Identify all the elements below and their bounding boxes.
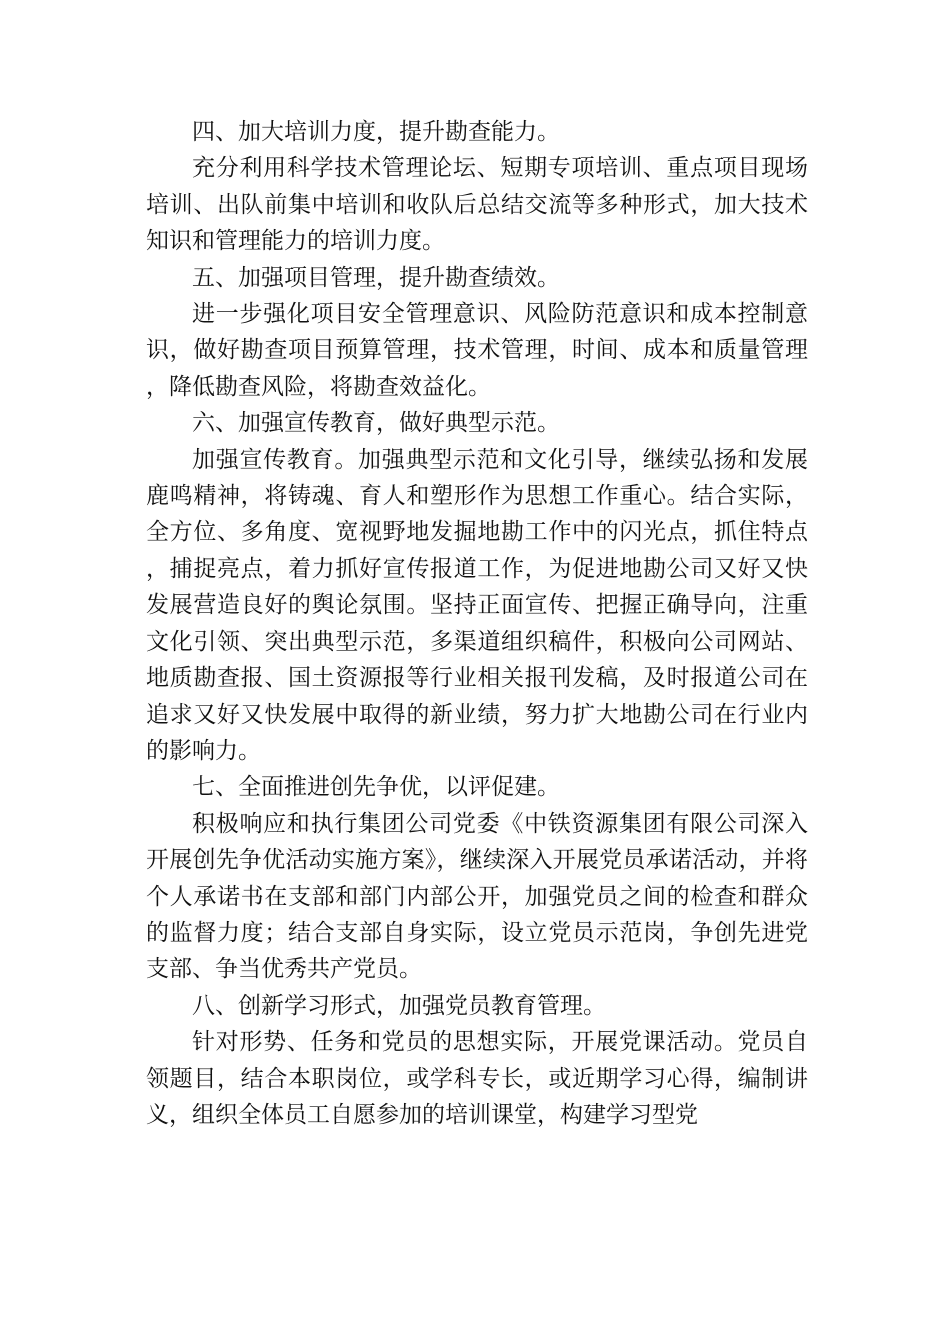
heading-training: 四、加大培训力度，提升勘查能力。 bbox=[192, 119, 560, 145]
heading-project-management: 五、加强项目管理，提升勘查绩效。 bbox=[192, 264, 560, 291]
paragraph-training: 充分利用科学技术管理论坛、短期专项培训、重点项目现场培训、出队前集中培训和收队后总结交流等多种形式，加大技术知识和管理能力的培训力度。 bbox=[146, 155, 808, 255]
heading-learning: 八、创新学习形式，加强党员教育管理。 bbox=[192, 992, 606, 1019]
paragraph-publicity: 加强宣传教育。加强典型示范和文化引导，继续弘扬和发展鹿鸣精神，将铸魂、育人和塑形作为思想工作重心。结合实际，全方位、多角度、宽视野地发掘地勘工作中的闪光点，抓住特点，捕捉亮点，着力抓好宣传报道工作，为促进地勘公司又好又快发展营造良好的舆论氛围。坚持正面宣传、把握正确导向，注重文化引领、突出典型示范，多渠道组织稿件，积极向公司网站、地质勘查报、国土资源报等行业相关报刊发稿，及时报道公司在追求又好又快发展中取得的新业绩，努力扩大地勘公司在行业内的影响力。 bbox=[146, 446, 808, 764]
heading-excellence: 七、全面推进创先争优，以评促建。 bbox=[192, 774, 560, 801]
heading-publicity: 六、加强宣传教育，做好典型示范。 bbox=[192, 410, 560, 437]
document-page bbox=[146, 114, 808, 1133]
paragraph-project-management: 进一步强化项目安全管理意识、风险防范意识和成本控制意识，做好勘查项目预算管理，技术管理，时间、成本和质量管理，降低勘查风险，将勘查效益化。 bbox=[146, 301, 808, 400]
paragraph-excellence: 积极响应和执行集团公司党委《中铁资源集团有限公司深入开展创先争优活动实施方案》，继续深入开展党员承诺活动，并将个人承诺书在支部和部门内部公开，加强党员之间的检查和群众的监督力度；结合支部自身实际，设立党员示范岗，争创先进党支部、争当优秀共产党员。 bbox=[146, 810, 808, 983]
paragraph-learning: 针对形势、任务和党员的思想实际，开展党课活动。党员自领题目，结合本职岗位，或学科专长，或近期学习心得，编制讲义，组织全体员工自愿参加的培训课堂，构建学习型党 bbox=[146, 1029, 808, 1128]
